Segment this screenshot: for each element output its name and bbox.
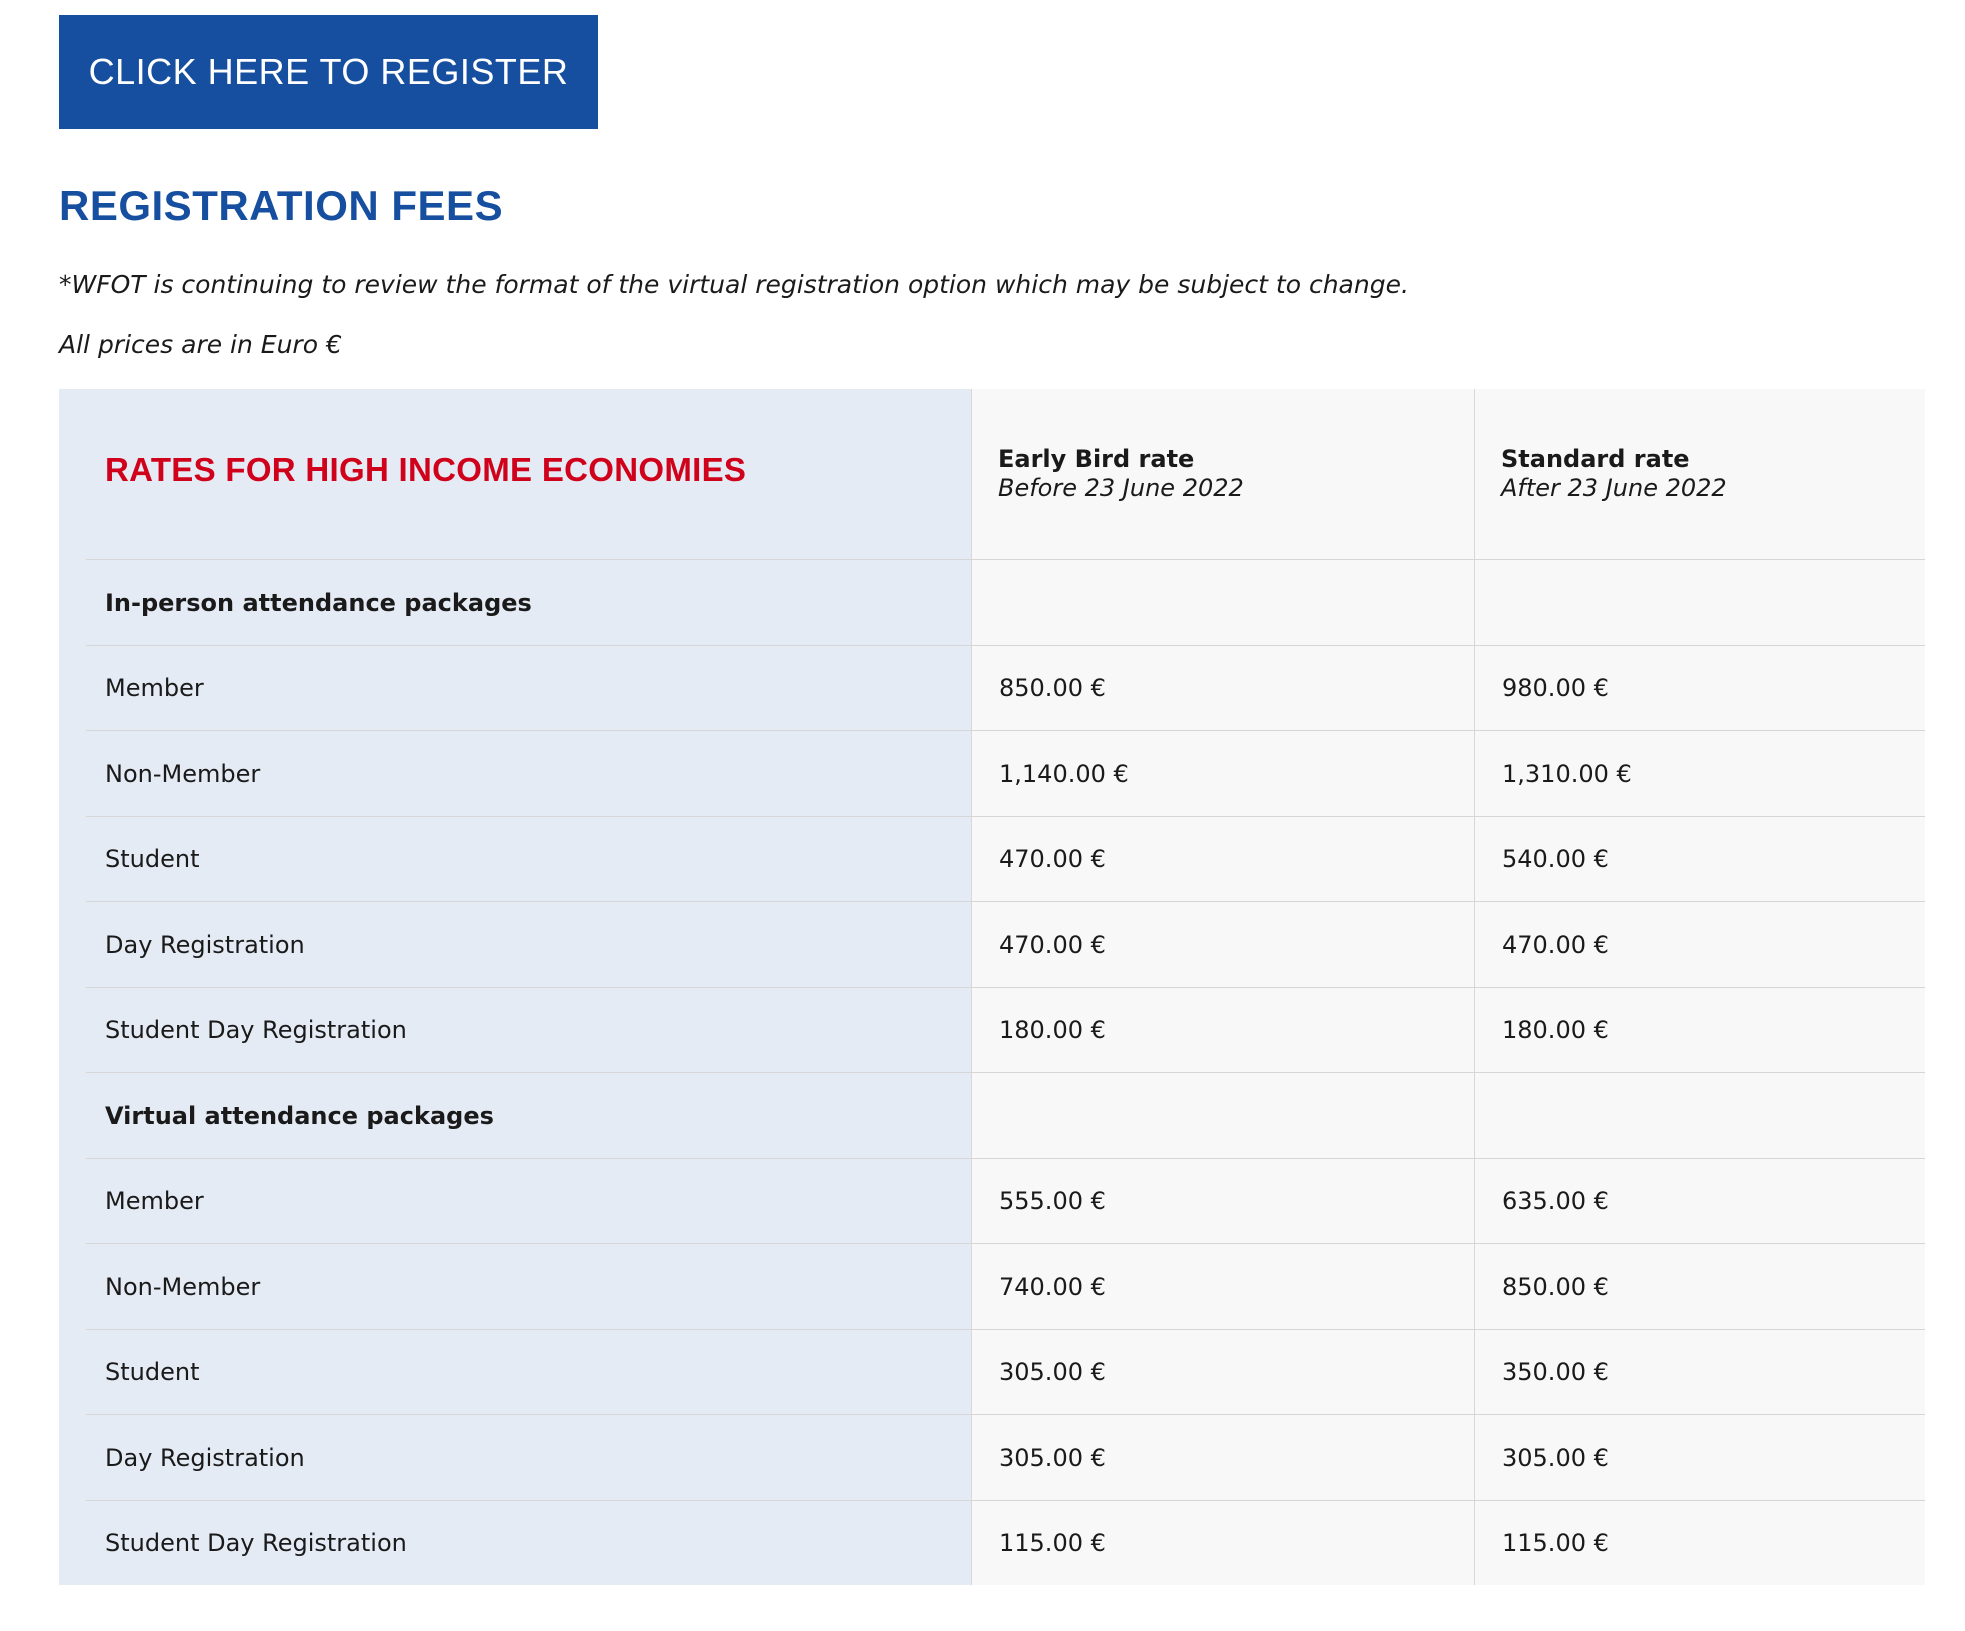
standard-price: 980.00 € — [1502, 674, 1609, 703]
table-row — [86, 987, 1925, 1074]
row-label: Student — [105, 1358, 200, 1387]
early-bird-price: 115.00 € — [999, 1529, 1106, 1558]
table-row — [86, 645, 1925, 732]
virtual-format-note: *WFOT is continuing to review the format of the virtual registration option which may be subject to change. — [59, 270, 1409, 299]
standard-price: 305.00 € — [1502, 1443, 1609, 1472]
early-bird-price: 180.00 € — [999, 1016, 1106, 1045]
table-row — [86, 1243, 1925, 1330]
early-bird-price: 1,140.00 € — [999, 759, 1129, 788]
table-group-row — [86, 559, 1925, 646]
column-header-date: Before 23 June 2022 — [998, 474, 1244, 502]
table-group-row — [86, 1072, 1925, 1159]
column-header-standard — [1501, 445, 1727, 503]
column-header-early-bird — [998, 445, 1244, 503]
standard-price: 470.00 € — [1502, 930, 1609, 959]
table-row — [86, 901, 1925, 988]
table-row — [86, 1500, 1925, 1587]
row-label: Day Registration — [105, 930, 305, 959]
table-row — [86, 1158, 1925, 1245]
fees-table — [59, 389, 1925, 1585]
table-header — [59, 389, 1925, 559]
registration-fees-title: REGISTRATION FEES — [59, 182, 504, 229]
standard-price: 350.00 € — [1502, 1358, 1609, 1387]
standard-price: 540.00 € — [1502, 845, 1609, 874]
row-label: Day Registration — [105, 1443, 305, 1472]
early-bird-price: 470.00 € — [999, 930, 1106, 959]
standard-price: 635.00 € — [1502, 1187, 1609, 1216]
row-label: Student — [105, 845, 200, 874]
standard-price: 1,310.00 € — [1502, 759, 1632, 788]
table-row — [86, 1329, 1925, 1416]
rates-title: RATES FOR HIGH INCOME ECONOMIES — [105, 451, 747, 488]
column-header-name: Early Bird rate — [998, 445, 1195, 473]
table-row — [86, 730, 1925, 817]
standard-price: 850.00 € — [1502, 1272, 1609, 1301]
standard-price: 115.00 € — [1502, 1529, 1609, 1558]
row-label: Non-Member — [105, 1272, 261, 1301]
row-label: Student Day Registration — [105, 1016, 407, 1045]
standard-price: 180.00 € — [1502, 1016, 1609, 1045]
row-label: Member — [105, 1187, 204, 1216]
column-header-date: After 23 June 2022 — [1501, 474, 1727, 502]
table-row — [86, 1414, 1925, 1501]
row-label: Member — [105, 674, 204, 703]
row-label: Student Day Registration — [105, 1529, 407, 1558]
currency-note: All prices are in Euro € — [59, 330, 342, 359]
early-bird-price: 555.00 € — [999, 1187, 1106, 1216]
early-bird-price: 305.00 € — [999, 1443, 1106, 1472]
register-button[interactable]: CLICK HERE TO REGISTER — [59, 15, 598, 129]
early-bird-price: 470.00 € — [999, 845, 1106, 874]
early-bird-price: 850.00 € — [999, 674, 1106, 703]
early-bird-price: 740.00 € — [999, 1272, 1106, 1301]
table-row — [86, 816, 1925, 903]
group-label: In-person attendance packages — [105, 588, 532, 617]
column-header-name: Standard rate — [1501, 445, 1690, 473]
early-bird-price: 305.00 € — [999, 1358, 1106, 1387]
row-label: Non-Member — [105, 759, 261, 788]
group-label: Virtual attendance packages — [105, 1101, 494, 1130]
